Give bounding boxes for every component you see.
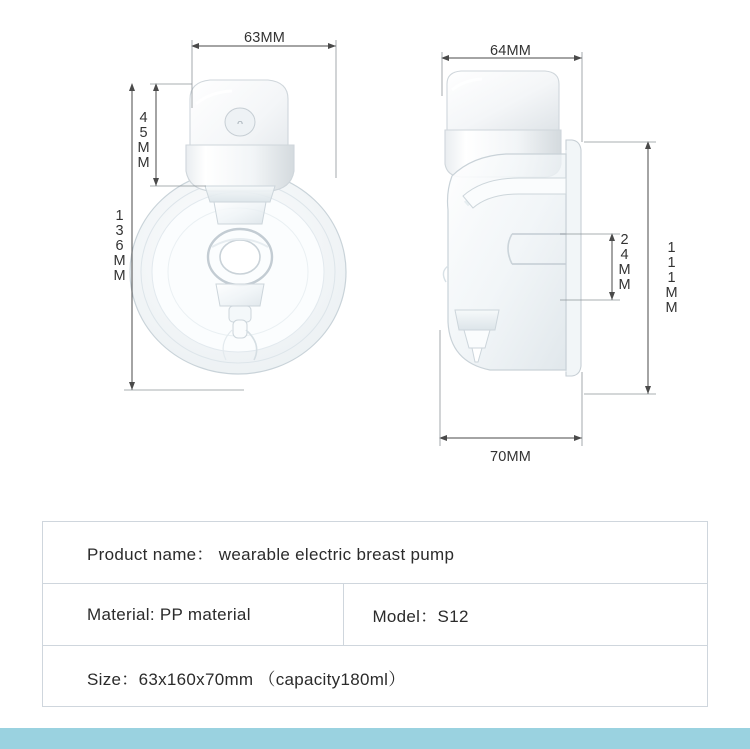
dimension-label-height-24: 24MM [616,232,633,292]
table-row [43,522,707,584]
spec-size: Size：63x160x70mm （capacity180ml） [87,669,406,689]
dimension-label-width-70: 70MM [490,449,532,465]
dimension-label-height-45: 45MM [135,110,152,170]
front-view-drawing [124,40,346,390]
spec-material: Material: PP material [43,584,344,645]
table-row [43,646,707,708]
dimension-label-width-64: 64MM [490,43,532,59]
bottom-accent-strip [0,728,750,749]
spec-product-name: Product name： wearable electric breast pump [87,545,455,564]
dimension-label-width-63: 63MM [244,30,286,46]
product-spec-table [42,521,708,707]
dimension-label-height-111: 111MM [663,240,680,315]
svg-text:ᴖ: ᴖ [236,118,244,130]
spec-model: Model：S12 [372,607,469,626]
dimension-label-height-136: 136MM [111,208,128,283]
table-row [43,584,707,646]
